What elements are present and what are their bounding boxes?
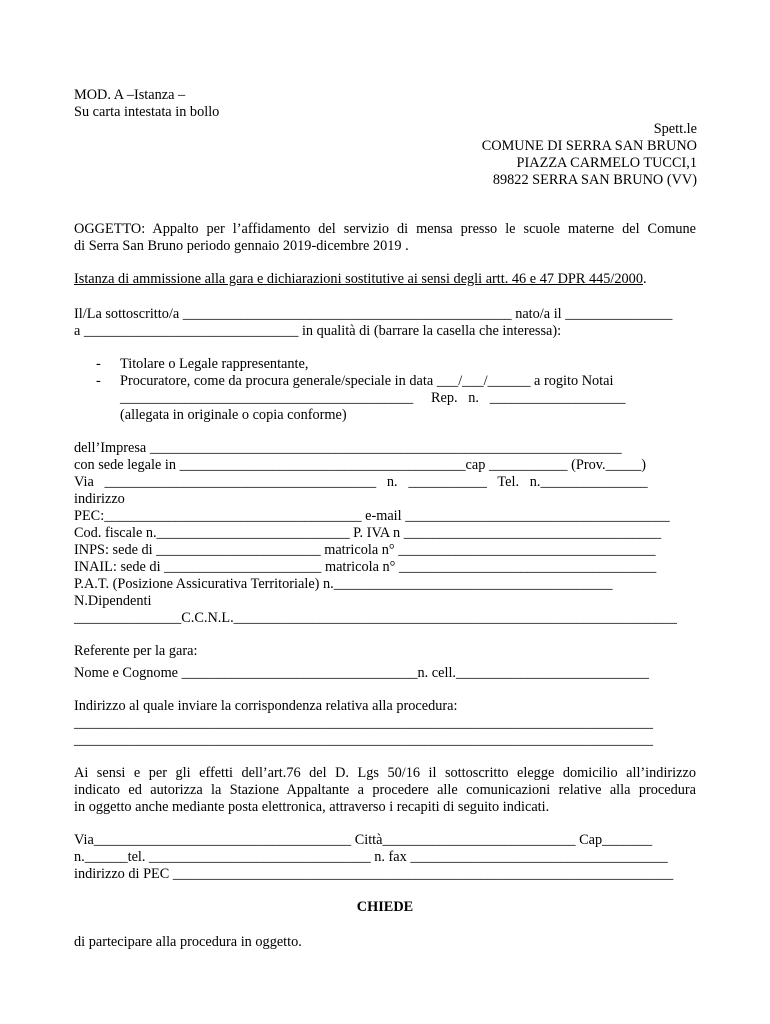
sottoscritto-line-2: a ______________________________ in qualità di (barrare la casella che interessa): — [74, 323, 562, 339]
istanza-text: Istanza di ammissione alla gara e dichiarazioni sostitutive ai sensi degli artt. 46 e 47 DPR 445/2000 — [74, 271, 643, 287]
impresa-indirizzo-label: indirizzo — [74, 491, 125, 507]
impresa-inail-field: INAIL: sede di ______________________ matricola n° ____________________________________ — [74, 559, 657, 575]
referente-title: Referente per la gara: — [74, 643, 198, 659]
referente-field: Nome e Cognome _________________________________n. cell.___________________________ — [74, 665, 650, 681]
domicilio-line-1: Ai sensi e per gli effetti dell’art.76 del D. Lgs 50/16 il sottoscritto elegge domicilio all’indirizzo — [74, 765, 696, 781]
impresa-name-field: dell’Impresa __________________________________________________________________ — [74, 440, 622, 456]
module-label: MOD. A –Istanza – — [74, 87, 186, 103]
impresa-inps-field: INPS: sede di _______________________ matricola n° ____________________________________ — [74, 542, 656, 558]
impresa-cf-field: Cod. fiscale n.___________________________ P. IVA n ____________________________________ — [74, 525, 662, 541]
impresa-via-field: Via ______________________________________ n. ___________ Tel. n._______________ — [74, 474, 648, 490]
impresa-pat-field: P.A.T. (Posizione Assicurativa Territoriale) n._______________________________________ — [74, 576, 613, 592]
impresa-sede-field: con sede legale in ________________________________________cap ___________ (Prov._____) — [74, 457, 647, 473]
option-2-dash: - — [96, 373, 101, 389]
recipient-line-1: COMUNE DI SERRA SAN BRUNO — [481, 138, 697, 154]
recipient-line-2: PIAZZA CARMELO TUCCI,1 — [516, 155, 697, 171]
domicilio-line-3: in oggetto anche mediante posta elettronica, attraverso i recapiti di seguito indicati. — [74, 799, 550, 815]
recapiti-pec-field: indirizzo di PEC ______________________________________________________________________ — [74, 866, 674, 882]
oggetto-line-1: OGGETTO: Appalto per l’affidamento del servizio di mensa presso le scuole materne del Comune — [74, 221, 696, 237]
option-procuratore-note: (allegata in originale o copia conforme) — [120, 407, 347, 423]
option-1-dash: - — [96, 356, 101, 372]
oggetto-line-2: di Serra San Bruno periodo gennaio 2019-dicembre 2019 . — [74, 238, 409, 254]
recapiti-tel-field: n.______tel. _______________________________ n. fax ____________________________________ — [74, 849, 668, 865]
recipient-line-3: 89822 SERRA SAN BRUNO (VV) — [492, 172, 697, 188]
istanza-heading — [74, 271, 647, 288]
option-titolare: Titolare o Legale rappresentante, — [120, 356, 309, 372]
option-procuratore: Procuratore, come da procura generale/speciale in data ___/___/______ a rogito Notai — [120, 373, 614, 389]
recipient-spett: Spett.le — [653, 121, 697, 137]
sottoscritto-line-1: Il/La sottoscritto/a ______________________________________________ nato/a il _______________ — [74, 306, 673, 322]
impresa-ccnl-field: _______________C.C.N.L.______________________________________________________________ — [74, 610, 677, 626]
domicilio-line-2: indicato ed autorizza la Stazione Appaltante a procedere alle comunicazioni relative alla procedura — [74, 782, 696, 798]
stamp-note: Su carta intestata in bollo — [74, 104, 220, 120]
impresa-dipendenti-label: N.Dipendenti — [74, 593, 152, 609]
corrispondenza-title: Indirizzo al quale inviare la corrispondenza relativa alla procedura: — [74, 698, 458, 714]
option-procuratore-rep: _________________________________________ Rep. n. ___________________ — [120, 390, 626, 406]
impresa-pec-field: PEC:____________________________________ e-mail _____________________________________ — [74, 508, 670, 524]
istanza-dot: . — [642, 271, 647, 287]
corrispondenza-line-2: _________________________________________________________________________________ — [74, 732, 654, 748]
recapiti-via-field: Via____________________________________ Città___________________________ Cap_______ — [74, 832, 653, 848]
chiede-text: di partecipare alla procedura in oggetto. — [74, 934, 302, 950]
corrispondenza-line-1: _________________________________________________________________________________ — [74, 715, 654, 731]
chiede-heading: CHIEDE — [356, 899, 414, 915]
